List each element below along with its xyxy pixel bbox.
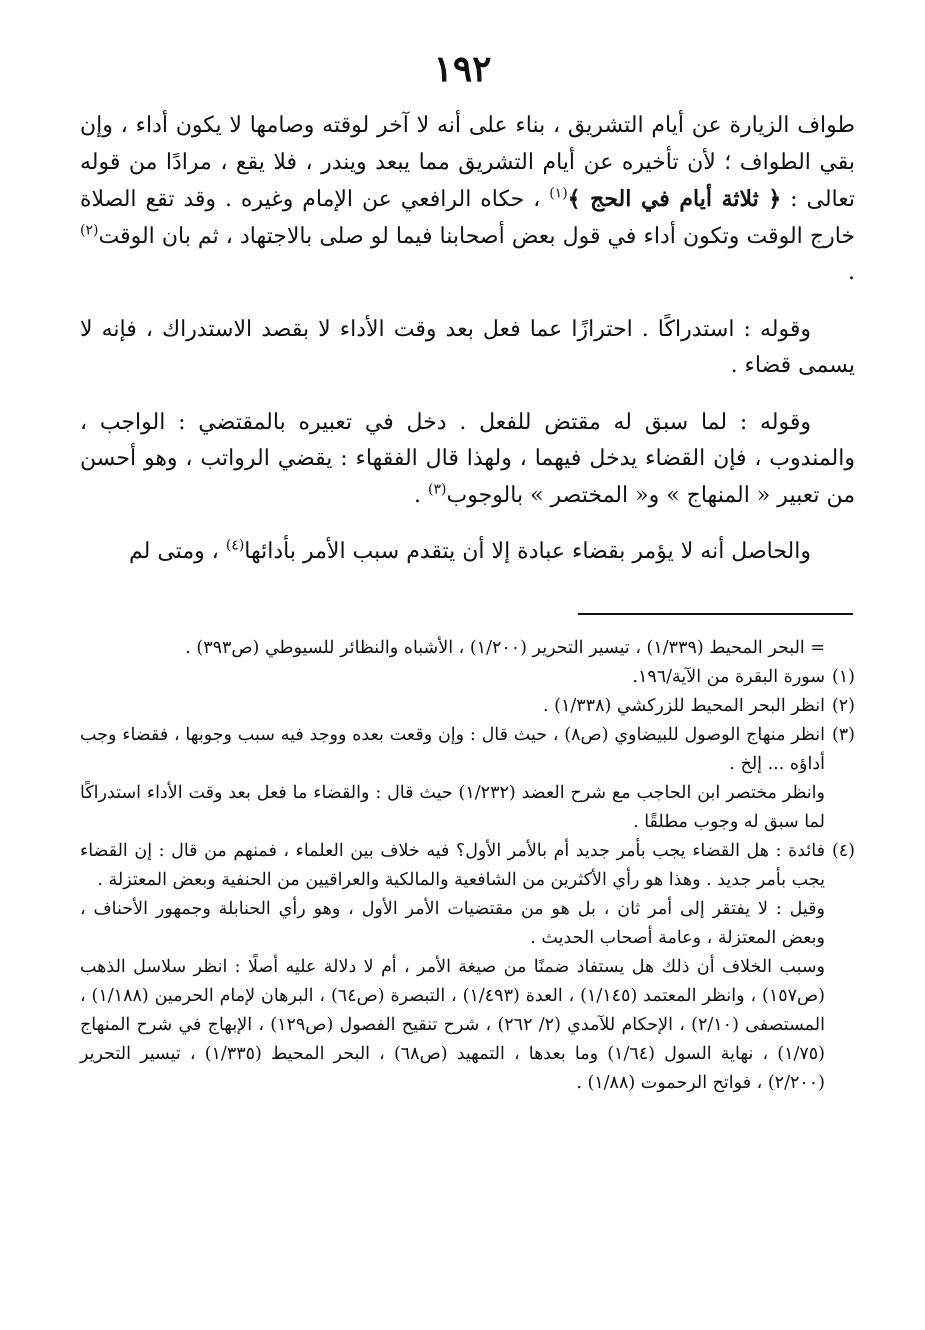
footnote-text: = البحر المحيط (١/٣٣٩) ، تيسير التحرير (١/٢٠٠) ، الأشباه والنظائر للسيوطي (ص٣٩٣) .: [185, 638, 825, 658]
footnote-number: (١): [831, 667, 855, 687]
paragraph-text: طواف الزيارة عن أيام التشريق ، بناء على أنه لا آخر لوقته وصامها لا يكون أداء ، وإن بقي الطواف ؛ لأن تأخيره عن أيام التشريق مما يبعد ويندر ، فلا يقع ، مرادًا من قوله تعالى :: [80, 113, 855, 212]
footnote-ref: (٤): [225, 537, 245, 554]
footnote-text: انظر البحر المحيط للزركشي (١/٣٣٨) .: [543, 696, 825, 716]
main-text: [80, 108, 855, 591]
page-number: ١٩٢: [433, 48, 492, 90]
footnote-3: [80, 721, 855, 837]
paragraph-text: ، حكاه الرافعي عن الإمام وغيره . وقد تقع الصلاة خارج الوقت وتكون أداء في قول بعض أصحابنا فيما لو صلى بالاجتهاد ، ثم بان الوقت: [80, 187, 855, 249]
paragraph-text: والحاصل أنه لا يؤمر بقضاء عبادة إلا أن يتقدم سبب الأمر بأدائها: [244, 539, 811, 564]
footnote-text: انظر منهاج الوصول للبيضاوي (ص٨) ، حيث قال : وإن وقعت بعده ووجد فيه سبب وجوبها ، فقضاء وجب أداؤه ... إلخ .: [80, 725, 825, 774]
paragraph-3: [80, 405, 855, 515]
paragraph-2: وقوله : استدراكًا . احترازًا عما فعل بعد وقت الأداء لا بقصد الاستدراك ، فإنه لا يسمى قضاء .: [80, 316, 855, 378]
footnote-text: وانظر مختصر ابن الحاجب مع شرح العضد (١/٢٣٢) حيث قال : والقضاء ما فعل بعد وقت الأداء استدراكًا لما سبق له وجوب مطلقًا .: [80, 783, 825, 832]
footnote-text: سورة البقرة من الآية/١٩٦.: [632, 667, 825, 687]
paragraph-4: [80, 534, 855, 571]
footnote-separator: [578, 613, 853, 615]
paragraph-text: وقوله : لما سبق له مقتض للفعل . دخل في تعبيره بالمقتضي : الواجب ، والمندوب ، فإن القضاء يدخل فيهما ، ولهذا قال الفقهاء : يقضي الرواتب ، وهو أحسن من تعبير « المنهاج » و« المختصر » بالوجوب: [80, 409, 855, 508]
footnote-ref: (٣): [428, 481, 447, 498]
footnote-2: [80, 692, 855, 721]
quran-verse: ﴿ ثلاثة أيام في الحج ﴾: [567, 186, 782, 212]
footnote-text: وسبب الخلاف أن ذلك هل يستفاد ضمنًا من صيغة الأمر ، أم لا دلالة عليه أصلًا : انظر سلاسل الذهب (ص١٥٧) ، وانظر المعتمد (١/١٤٥) ، العدة (١/٤٩٣) ، التبصرة (ص٦٤) ، البرهان لإمام الحرمين (١/١٨٨) ، المستصفى (٢/١٠) ، الإحكام للآمدي (٢/ ٢٦٢) ، شرح تنقيح الفصول (ص١٢٩) ، الإبهاج في شرح المنهاج (١/٧٥) ، نهاية السول (١/٦٤) وما بعدها ، التمهيد (ص٦٨) ، البحر المحيط (١/٣٣٥) ، تيسير التحرير (٢/٢٠٠) ، فواتح الرحموت (١/٨٨) .: [80, 957, 826, 1093]
paragraph-text: .: [848, 260, 855, 285]
paragraph-text: .: [414, 482, 429, 508]
footnotes: [80, 634, 855, 1098]
footnote-text: فائدة : هل القضاء يجب بأمر جديد أم بالأمر الأول؟ فيه خلاف بين العلماء ، فمنهم من قال : إن القضاء يجب بأمر جديد . وهذا هو رأي الأكثرين من الشافعية والمالكية والعراقيين من الحنفية وبعض المعتزلة .: [80, 841, 825, 890]
paragraph-text: ، ومتى لم: [129, 539, 226, 564]
paragraph-1: [80, 108, 855, 292]
footnote-4: [80, 837, 855, 1098]
footnote-ref: (٢): [80, 222, 99, 239]
footnote-text: وقيل : لا يفتقر إلى أمر ثان ، بل هو من مقتضيات الأمر الأول ، وهو رأي الحنابلة وجمهور الأحناف ، وبعض المعتزلة ، وعامة أصحاب الحديث .: [80, 899, 825, 948]
footnote-number: (٢): [831, 696, 855, 716]
footnote-number: (٣): [831, 725, 855, 745]
footnote-number: (٤): [831, 841, 855, 861]
footnote-ref: (١): [549, 185, 568, 202]
footnote-1: [80, 663, 855, 692]
footnote-continuation: [80, 634, 855, 663]
